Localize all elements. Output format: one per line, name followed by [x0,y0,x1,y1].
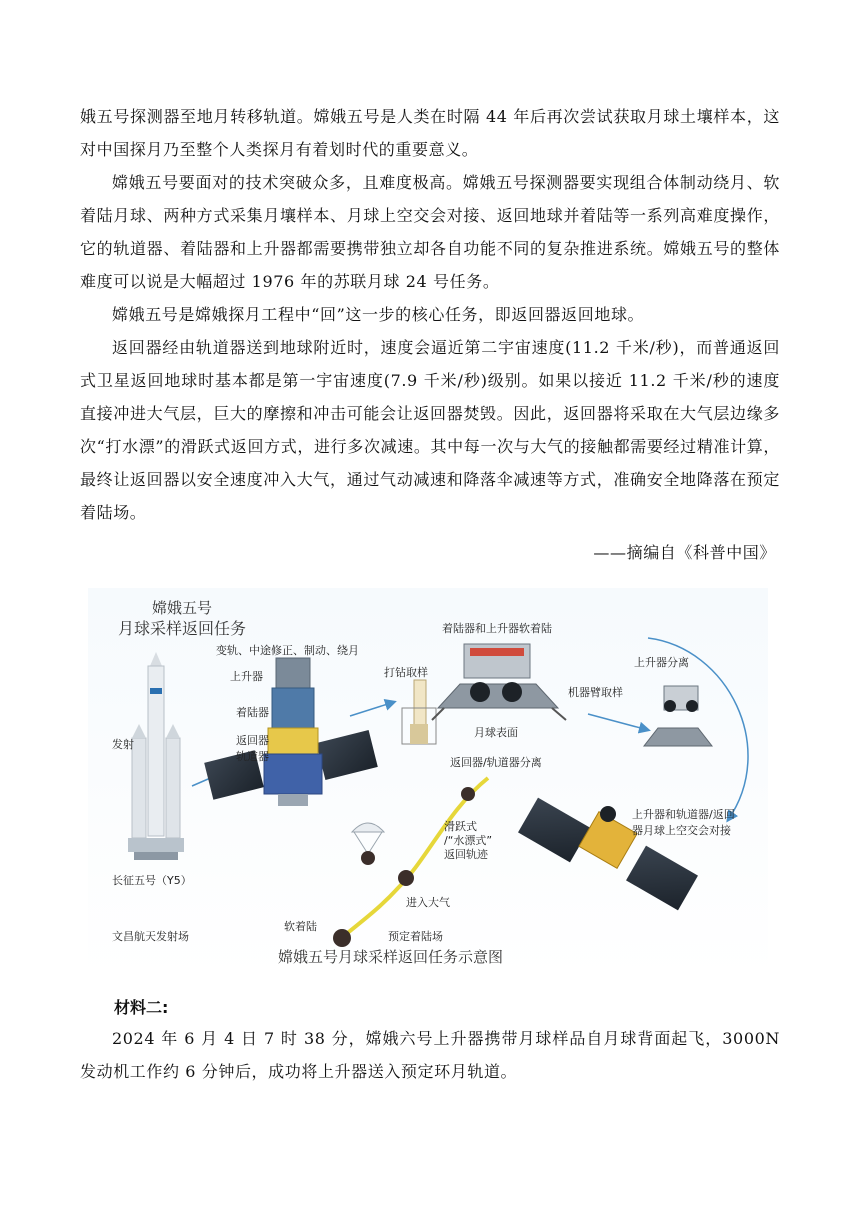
label-landing-site: 预定着陆场 [388,930,443,943]
material-2-heading: 材料二: [114,998,169,1017]
label-orbit-operations: 变轨、中途修正、制动、绕月 [216,644,359,657]
label-enter-atmosphere: 进入大气 [406,896,450,909]
label-orbiter: 轨道器 [236,750,269,763]
paragraph-4: 返回器经由轨道器送到地球附近时，速度会逼近第二宇宙速度(11.2 千米/秒)，而普通返回式卫星返回地球时基本都是第一宇宙速度(7.9 千米/秒)级别。如果以接近 11.2 千米/秒的速度直接冲进大气层，巨大的摩擦和冲击可能会让返回器焚毁。因此，返回器将采取在大气层边缘多次“打水漂”的滑跃式返回方式，进行多次减速。其中每一次与大气的接触都需要经过精准计算，最终让返回器以安全速度冲入大气，通过气动减速和降落伞减速等方式，准确安全地降落在预定着陆场。 [80,338,780,522]
material-2-paragraph: 2024 年 6 月 4 日 7 时 38 分，嫦娥六号上升器携带月球样品自月球背面起飞，3000N 发动机工作约 6 分钟后，成功将上升器送入预定环月轨道。 [80,1029,780,1081]
label-launch: 发射 [112,738,134,751]
capsule-2 [398,870,414,886]
label-rendezvous-line1: 上升器和轨道器/返回 [632,808,735,821]
label-moon-surface: 月球表面 [474,726,518,739]
label-skip-line3: 返回轨迹 [444,848,488,861]
label-launch-site: 文昌航天发射场 [112,930,189,943]
diagram-caption: 嫦娥五号月球采样返回任务示意图 [278,948,504,966]
paragraph-3: 嫦娥五号是嫦娥探月工程中“回”这一步的核心任务，即返回器返回地球。 [112,305,645,324]
paragraph-2: 嫦娥五号要面对的技术突破众多，且难度极高。嫦娥五号探测器要实现组合体制动绕月、软着陆月球、两种方式采集月壤样本、月球上空交会对接、返回地球并着陆等一系列高难度操作，它的轨道器、着陆器和上升器都需要携带独立却各自功能不同的复杂推进系统。嫦娥五号的整体难度可以说是大幅超过 1976 年的苏联月球 24 号任务。 [80,173,780,291]
label-separation: 返回器/轨道器分离 [450,756,542,769]
mission-diagram [88,588,768,978]
label-skip-line1: 滑跃式 [444,820,477,833]
label-skip-line2: /“水漂式” [444,834,493,847]
label-soft-landing: 软着陆 [284,920,317,933]
label-lander: 着陆器 [236,706,269,719]
label-soft-landing-moon: 着陆器和上升器软着陆 [442,622,552,635]
label-rendezvous-line2: 器月球上空交会对接 [632,824,731,837]
source-citation: ——摘编自《科普中国》 [593,543,776,562]
diagram-title-line2: 月球采样返回任务 [118,619,247,638]
label-returner: 返回器 [236,734,269,747]
diagram-background [88,588,768,978]
label-drill: 打钻取样 [384,666,428,679]
capsule-1 [461,787,475,801]
label-robot-arm: 机器臂取样 [568,686,623,699]
label-rocket: 长征五号（Y5） [112,874,192,887]
capsule-landed [333,929,351,947]
label-ascender-separation: 上升器分离 [634,656,689,669]
mission-diagram-svg [88,588,768,978]
label-ascender: 上升器 [230,670,263,683]
paragraph-1: 娥五号探测器至地月转移轨道。嫦娥五号是人类在时隔 44 年后再次尝试获取月球土壤样本，这对中国探月乃至整个人类探月有着划时代的重要意义。 [80,107,780,159]
diagram-title-line1: 嫦娥五号 [152,599,213,617]
